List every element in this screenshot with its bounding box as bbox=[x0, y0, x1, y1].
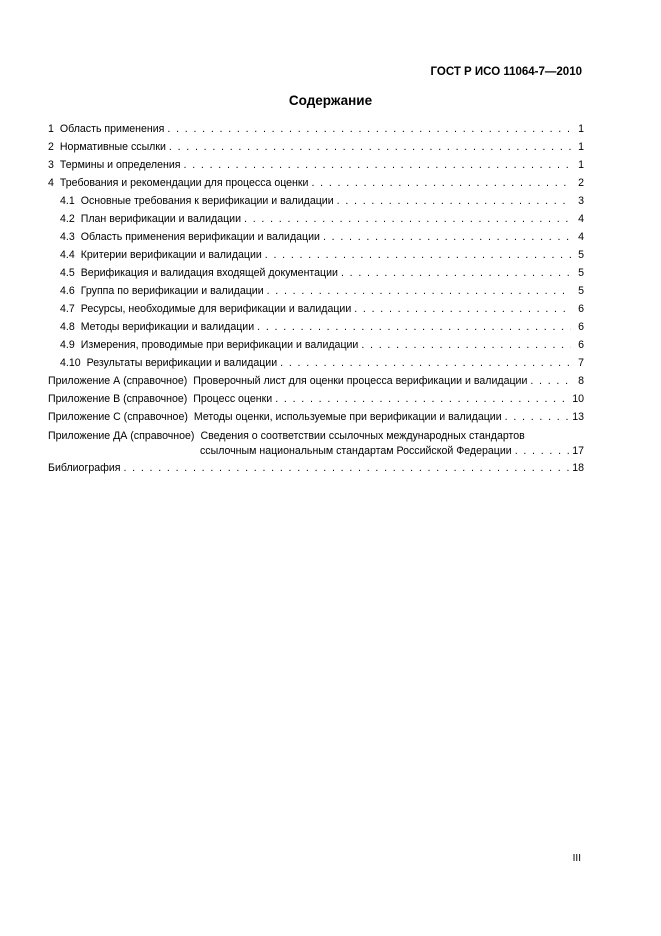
toc-subentry[interactable] bbox=[48, 318, 584, 336]
toc-page-number: 10 bbox=[572, 393, 584, 405]
toc-page-number: 4 bbox=[578, 231, 584, 243]
toc-entry-title: Сведения о соответствии ссылочных международных стандартов bbox=[200, 430, 525, 442]
page-title: Содержание bbox=[288, 93, 373, 108]
toc-entry-bibliography[interactable] bbox=[48, 459, 584, 477]
document-header-id: ГОСТ Р ИСО 11064-7—2010 bbox=[430, 66, 582, 78]
toc-entry-title: Измерения, проводимые при верификации и валидации bbox=[80, 339, 359, 351]
toc-leader bbox=[530, 372, 571, 390]
toc-entry-title: Критерии верификации и валидации bbox=[80, 249, 262, 261]
toc-entry-title: Верификация и валидация входящей документации bbox=[80, 267, 338, 279]
toc-entry-number: 3 bbox=[48, 159, 54, 171]
toc-subentry[interactable] bbox=[48, 228, 584, 246]
toc-appendix-entry[interactable] bbox=[48, 390, 584, 408]
toc-entry-title: План верификации и валидации bbox=[80, 213, 242, 225]
toc-subentry[interactable] bbox=[48, 264, 584, 282]
toc-entry-number: 4.2 bbox=[60, 213, 75, 225]
toc-leader bbox=[354, 300, 571, 318]
toc-page-number: 6 bbox=[578, 321, 584, 333]
toc-entry-title: Методы оценки, используемые при верификации и валидации bbox=[193, 411, 502, 423]
toc-entry-number: 4.9 bbox=[60, 339, 75, 351]
toc-entry-title: Проверочный лист для оценки процесса верификации и валидации bbox=[193, 375, 528, 387]
toc-leader bbox=[275, 390, 569, 408]
toc-page-number: 6 bbox=[578, 303, 584, 315]
toc-entry-title: Требования и рекомендации для процесса оценки bbox=[59, 177, 309, 189]
toc-entry-number: 4.3 bbox=[60, 231, 75, 243]
toc-entry-number: 4.10 bbox=[60, 357, 81, 369]
toc-page-number: 1 bbox=[578, 123, 584, 135]
toc-leader bbox=[265, 246, 571, 264]
toc-entry-number: 4.1 bbox=[60, 195, 75, 207]
toc-entry[interactable] bbox=[48, 156, 584, 174]
toc-entry-number: 4.4 bbox=[60, 249, 75, 261]
toc-page-number: 18 bbox=[572, 462, 584, 474]
page-number: III bbox=[572, 853, 581, 864]
toc-leader bbox=[337, 192, 571, 210]
toc-subentry[interactable] bbox=[48, 210, 584, 228]
toc-page-number: 8 bbox=[578, 375, 584, 387]
toc-subentry[interactable] bbox=[48, 282, 584, 300]
toc-leader bbox=[169, 138, 571, 156]
toc-page-number: 6 bbox=[578, 339, 584, 351]
toc-leader bbox=[184, 156, 571, 174]
toc-entry[interactable] bbox=[48, 120, 584, 138]
toc-entry[interactable] bbox=[48, 138, 584, 156]
toc-appendix-label: Приложение А (справочное) bbox=[48, 375, 188, 387]
toc-leader bbox=[505, 408, 570, 426]
toc-entry-title: Область применения верификации и валидации bbox=[80, 231, 320, 243]
toc-page-number: 5 bbox=[578, 285, 584, 297]
toc-entry-number: 4.8 bbox=[60, 321, 75, 333]
toc-entry-title: Методы верификации и валидации bbox=[80, 321, 255, 333]
toc-page-number: 5 bbox=[578, 249, 584, 261]
toc-entry[interactable] bbox=[48, 174, 584, 192]
toc-page-number: 17 bbox=[572, 445, 584, 457]
toc-entry-number: 4.5 bbox=[60, 267, 75, 279]
toc-page-number: 7 bbox=[578, 357, 584, 369]
toc-subentry[interactable] bbox=[48, 300, 584, 318]
toc-page-number: 13 bbox=[572, 411, 584, 423]
toc-leader bbox=[257, 318, 571, 336]
toc-entry-number: 2 bbox=[48, 141, 54, 153]
toc-subentry[interactable] bbox=[48, 246, 584, 264]
toc-entry-title: Ресурсы, необходимые для верификации и валидации bbox=[80, 303, 352, 315]
toc-leader bbox=[311, 174, 571, 192]
toc-page-number: 1 bbox=[578, 141, 584, 153]
toc-leader bbox=[167, 120, 571, 138]
toc-subentry[interactable] bbox=[48, 336, 584, 354]
toc-entry-number: 4.7 bbox=[60, 303, 75, 315]
toc-page-number: 3 bbox=[578, 195, 584, 207]
toc-appendix-entry-multiline[interactable] bbox=[48, 429, 584, 459]
table-of-contents bbox=[48, 120, 584, 477]
toc-leader bbox=[323, 228, 571, 246]
toc-entry-title: Библиография bbox=[48, 462, 121, 474]
toc-entry-number: 4.6 bbox=[60, 285, 75, 297]
toc-leader bbox=[244, 210, 571, 228]
toc-page-number: 1 bbox=[578, 159, 584, 171]
toc-subentry[interactable] bbox=[48, 192, 584, 210]
toc-entry-title: Область применения bbox=[59, 123, 165, 135]
toc-appendix-entry[interactable] bbox=[48, 408, 584, 426]
toc-page-number: 4 bbox=[578, 213, 584, 225]
toc-appendix-label: Приложение В (справочное) bbox=[48, 393, 188, 405]
toc-leader bbox=[341, 264, 571, 282]
toc-entry-title: Основные требования к верификации и валидации bbox=[80, 195, 334, 207]
toc-entry-title: Термины и определения bbox=[59, 159, 181, 171]
toc-appendix-entry[interactable] bbox=[48, 372, 584, 390]
toc-entry-title: Группа по верификации и валидации bbox=[80, 285, 264, 297]
toc-leader bbox=[515, 443, 570, 459]
toc-leader bbox=[361, 336, 571, 354]
toc-appendix-label: Приложение ДА (справочное) bbox=[48, 430, 195, 442]
toc-subentry[interactable] bbox=[48, 354, 584, 372]
toc-entry-title: Результаты верификации и валидации bbox=[86, 357, 278, 369]
toc-page-number: 2 bbox=[578, 177, 584, 189]
toc-entry-title-continuation: ссылочным национальным стандартам Российской Федерации bbox=[200, 445, 512, 457]
toc-page-number: 5 bbox=[578, 267, 584, 279]
toc-entry-title: Нормативные ссылки bbox=[59, 141, 166, 153]
toc-leader bbox=[123, 459, 569, 477]
toc-appendix-label: Приложение С (справочное) bbox=[48, 411, 188, 423]
toc-entry-title: Процесс оценки bbox=[193, 393, 273, 405]
toc-entry-number: 1 bbox=[48, 123, 54, 135]
toc-entry-number: 4 bbox=[48, 177, 54, 189]
toc-leader bbox=[267, 282, 571, 300]
toc-leader bbox=[280, 354, 571, 372]
